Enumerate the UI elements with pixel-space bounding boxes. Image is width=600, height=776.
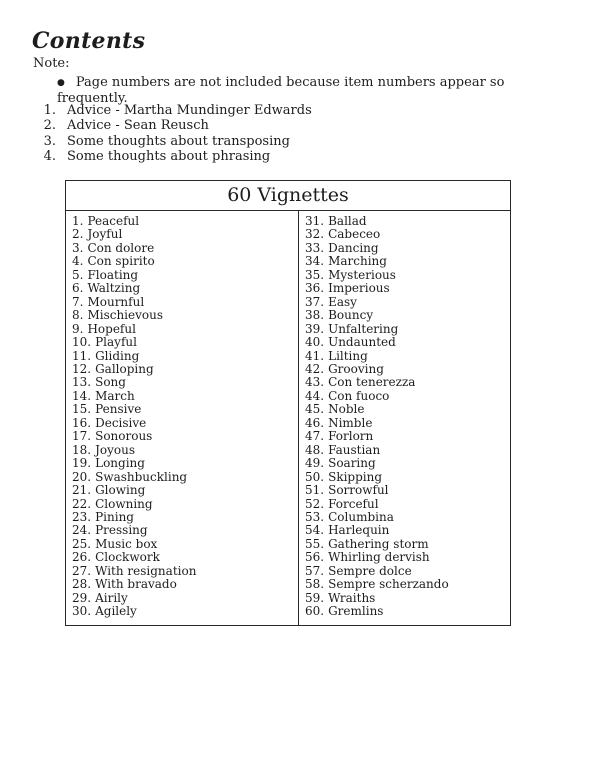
vignette-item-number: 1. xyxy=(72,214,84,228)
vignette-item xyxy=(72,242,292,255)
vignette-item xyxy=(305,255,504,268)
vignette-item-label: Ballad xyxy=(328,214,367,228)
vignette-item-label: Mysterious xyxy=(328,267,396,282)
vignette-item xyxy=(72,228,292,241)
vignette-item xyxy=(72,282,292,295)
vignette-item xyxy=(305,605,504,618)
vignette-item-label: Con tenerezza xyxy=(328,375,416,390)
vignette-item xyxy=(305,524,504,537)
vignette-item xyxy=(72,511,292,524)
toc-item-label: Some thoughts about transposing xyxy=(67,133,290,149)
vignette-item-number: 11. xyxy=(72,348,92,363)
vignette-item-label: Pensive xyxy=(95,402,142,417)
toc-item-label: Some thoughts about phrasing xyxy=(67,149,271,165)
vignette-item-label: Sempre dolce xyxy=(328,563,412,578)
vignette-item xyxy=(72,471,292,484)
vignette-item-number: 31. xyxy=(305,214,325,228)
vignette-item-number: 13. xyxy=(72,375,92,390)
vignette-item xyxy=(72,592,292,605)
vignette-item-number: 28. xyxy=(72,577,92,592)
vignette-item-label: Sorrowful xyxy=(328,483,389,498)
vignette-item xyxy=(305,511,504,524)
vignette-item-label: Waltzing xyxy=(87,281,141,296)
vignette-item xyxy=(305,471,504,484)
vignettes-table xyxy=(65,180,511,626)
vignette-item-number: 35. xyxy=(305,267,325,282)
vignette-item-label: With bravado xyxy=(95,577,177,592)
vignette-item-number: 33. xyxy=(305,240,325,255)
vignette-item-number: 30. xyxy=(72,604,92,619)
vignette-item-label: Forlorn xyxy=(328,429,374,444)
vignette-item-number: 53. xyxy=(305,509,325,524)
vignette-item xyxy=(305,444,504,457)
bullet-icon: ● xyxy=(57,78,65,88)
vignette-item-label: Dancing xyxy=(328,240,379,255)
vignette-item-label: Mournful xyxy=(87,294,145,309)
vignette-item-label: Sempre scherzando xyxy=(328,577,449,592)
vignette-item-label: Con fuoco xyxy=(328,388,390,403)
vignette-item-number: 8. xyxy=(72,308,84,323)
vignette-item-label: Gliding xyxy=(95,348,140,363)
vignette-item-label: Harlequin xyxy=(328,523,390,538)
vignette-item-label: Joyful xyxy=(87,227,123,242)
vignette-item xyxy=(305,309,504,322)
vignette-item-label: Easy xyxy=(328,294,357,309)
vignettes-column-right xyxy=(299,211,510,625)
vignette-item xyxy=(305,269,504,282)
vignette-item-label: March xyxy=(95,388,135,403)
vignette-item-number: 34. xyxy=(305,254,325,269)
vignette-item-label: Glowing xyxy=(95,483,146,498)
vignette-item xyxy=(72,336,292,349)
vignette-item-number: 60. xyxy=(305,604,325,619)
vignette-item-number: 48. xyxy=(305,442,325,457)
vignette-item xyxy=(305,282,504,295)
vignette-item xyxy=(72,323,292,336)
vignette-item-number: 50. xyxy=(305,469,325,484)
vignette-item-label: Grooving xyxy=(328,361,384,376)
vignette-item-number: 9. xyxy=(72,321,84,336)
vignette-item-number: 21. xyxy=(72,483,92,498)
vignette-item-label: Agilely xyxy=(95,604,137,619)
vignette-item-number: 51. xyxy=(305,483,325,498)
vignette-item-label: Airily xyxy=(95,590,128,605)
vignette-item xyxy=(72,296,292,309)
vignette-item-number: 49. xyxy=(305,456,325,471)
vignette-item-label: Longing xyxy=(95,456,145,471)
vignette-item xyxy=(72,538,292,551)
vignette-item-number: 2. xyxy=(72,227,84,242)
vignette-item-number: 16. xyxy=(72,415,92,430)
vignette-item-label: Joyous xyxy=(95,442,136,457)
vignette-item xyxy=(305,430,504,443)
vignettes-table-title: 60 Vignettes xyxy=(66,181,510,211)
vignette-item-number: 38. xyxy=(305,308,325,323)
vignette-item-label: Bouncy xyxy=(328,308,374,323)
vignette-item xyxy=(305,215,504,228)
vignette-item-label: Sonorous xyxy=(95,429,153,444)
page-title: Contents xyxy=(32,28,146,54)
vignette-item-number: 23. xyxy=(72,509,92,524)
note-label: Note: xyxy=(33,56,70,71)
vignette-item-label: Con spirito xyxy=(87,254,155,269)
vignette-item xyxy=(305,336,504,349)
vignette-item-number: 37. xyxy=(305,294,325,309)
vignette-item xyxy=(305,403,504,416)
vignette-item-number: 14. xyxy=(72,388,92,403)
vignette-item xyxy=(305,484,504,497)
vignette-item xyxy=(72,269,292,282)
vignette-item xyxy=(305,565,504,578)
vignette-item xyxy=(72,498,292,511)
vignette-item-label: Playful xyxy=(95,335,137,350)
vignette-item xyxy=(72,350,292,363)
vignette-item-number: 39. xyxy=(305,321,325,336)
vignette-item xyxy=(72,309,292,322)
vignette-item-label: Skipping xyxy=(328,469,383,484)
vignette-item-label: Unfaltering xyxy=(328,321,399,336)
vignette-item xyxy=(305,498,504,511)
toc-item-label: Advice - Sean Reusch xyxy=(67,118,209,134)
vignette-item-number: 6. xyxy=(72,281,84,296)
vignette-item-number: 58. xyxy=(305,577,325,592)
toc-list xyxy=(40,103,312,165)
vignette-item xyxy=(72,390,292,403)
vignette-item xyxy=(72,417,292,430)
vignette-item xyxy=(72,484,292,497)
vignette-item-number: 32. xyxy=(305,227,325,242)
vignette-item xyxy=(305,457,504,470)
toc-item-number: 2. xyxy=(43,118,56,134)
vignette-item xyxy=(305,376,504,389)
vignette-item-number: 26. xyxy=(72,550,92,565)
vignette-item-number: 29. xyxy=(72,590,92,605)
vignette-item-label: Whirling dervish xyxy=(328,550,430,565)
vignette-item-number: 17. xyxy=(72,429,92,444)
vignette-item-label: Swashbuckling xyxy=(95,469,188,484)
vignette-item-number: 22. xyxy=(72,496,92,511)
toc-item-number: 3. xyxy=(43,133,56,149)
note-bullet-item xyxy=(57,75,567,106)
vignette-item-number: 20. xyxy=(72,469,92,484)
vignette-item-label: Forceful xyxy=(328,496,379,511)
toc-item xyxy=(40,118,312,133)
vignette-item-label: Music box xyxy=(95,536,158,551)
vignette-item xyxy=(305,296,504,309)
vignette-item-label: Nimble xyxy=(328,415,373,430)
vignette-item xyxy=(305,592,504,605)
vignette-item xyxy=(72,565,292,578)
vignette-item-label: Cabeceo xyxy=(328,227,381,242)
vignette-item-number: 19. xyxy=(72,456,92,471)
vignette-item-number: 36. xyxy=(305,281,325,296)
vignette-item-number: 42. xyxy=(305,361,325,376)
vignette-item-number: 24. xyxy=(72,523,92,538)
vignette-item-label: Con dolore xyxy=(87,240,155,255)
vignette-item xyxy=(72,551,292,564)
vignette-item-label: Pressing xyxy=(95,523,148,538)
toc-item-number: 4. xyxy=(43,149,56,165)
vignette-item-label: Pining xyxy=(95,509,134,524)
vignette-item-label: Undaunted xyxy=(328,335,396,350)
vignette-item xyxy=(305,578,504,591)
vignette-item-number: 4. xyxy=(72,254,84,269)
vignette-item-number: 46. xyxy=(305,415,325,430)
vignette-item-number: 7. xyxy=(72,294,84,309)
vignette-item-label: With resignation xyxy=(95,563,197,578)
vignette-item xyxy=(72,403,292,416)
vignette-item-number: 55. xyxy=(305,536,325,551)
vignette-item-label: Song xyxy=(95,375,126,390)
toc-item-number: 1. xyxy=(43,103,56,118)
vignette-item-number: 52. xyxy=(305,496,325,511)
vignette-item-number: 3. xyxy=(72,240,84,255)
vignette-item-number: 44. xyxy=(305,388,325,403)
vignette-item xyxy=(305,538,504,551)
vignette-item-label: Hopeful xyxy=(87,321,136,336)
vignette-item xyxy=(305,551,504,564)
vignette-item xyxy=(305,390,504,403)
vignette-item-label: Decisive xyxy=(95,415,147,430)
note-bullet-text: Page numbers are not included because item numbers appear so frequently. xyxy=(57,75,505,106)
vignette-item-label: Soaring xyxy=(328,456,376,471)
vignette-item-number: 25. xyxy=(72,536,92,551)
vignette-item-label: Clowning xyxy=(95,496,153,511)
vignette-item xyxy=(72,430,292,443)
vignette-item-number: 43. xyxy=(305,375,325,390)
vignette-item xyxy=(72,215,292,228)
toc-item xyxy=(40,149,312,164)
vignette-item-number: 12. xyxy=(72,361,92,376)
toc-item-label: Advice - Martha Mundinger Edwards xyxy=(67,103,312,118)
vignette-item xyxy=(305,228,504,241)
vignette-item xyxy=(72,457,292,470)
vignette-item-label: Gathering storm xyxy=(328,536,429,551)
toc-item xyxy=(40,134,312,149)
vignette-item xyxy=(72,444,292,457)
vignette-item-label: Galloping xyxy=(95,361,154,376)
vignette-item-number: 40. xyxy=(305,335,325,350)
vignette-item-number: 45. xyxy=(305,402,325,417)
vignette-item-label: Columbina xyxy=(328,509,394,524)
vignette-item-label: Imperious xyxy=(328,281,390,296)
vignette-item-label: Wraiths xyxy=(328,590,376,605)
vignette-item-label: Lilting xyxy=(328,348,368,363)
vignette-item-number: 15. xyxy=(72,402,92,417)
vignette-item-label: Floating xyxy=(87,267,139,282)
vignette-item-number: 47. xyxy=(305,429,325,444)
vignette-item-number: 59. xyxy=(305,590,325,605)
vignette-item-label: Peaceful xyxy=(87,214,140,228)
vignette-item-label: Clockwork xyxy=(95,550,160,565)
vignette-item xyxy=(72,255,292,268)
vignette-item-number: 54. xyxy=(305,523,325,538)
vignette-item-label: Marching xyxy=(328,254,387,269)
vignette-item xyxy=(72,578,292,591)
vignette-item-number: 41. xyxy=(305,348,325,363)
vignette-item xyxy=(305,363,504,376)
vignette-item-label: Mischievous xyxy=(87,308,164,323)
vignette-item-label: Faustian xyxy=(328,442,381,457)
vignettes-column-left xyxy=(66,211,299,625)
toc-item xyxy=(40,103,312,118)
vignette-item xyxy=(305,242,504,255)
vignette-item-label: Noble xyxy=(328,402,365,417)
vignette-item xyxy=(305,350,504,363)
vignettes-table-body xyxy=(66,211,510,625)
vignette-item-number: 27. xyxy=(72,563,92,578)
vignette-item-number: 56. xyxy=(305,550,325,565)
vignette-item-number: 10. xyxy=(72,335,92,350)
vignette-item-number: 5. xyxy=(72,267,84,282)
vignette-item-number: 18. xyxy=(72,442,92,457)
vignette-item xyxy=(305,323,504,336)
vignette-item xyxy=(72,605,292,618)
vignette-item-label: Gremlins xyxy=(328,604,384,619)
vignette-item-number: 57. xyxy=(305,563,325,578)
vignette-item xyxy=(72,363,292,376)
vignette-item xyxy=(305,417,504,430)
vignette-item xyxy=(72,524,292,537)
vignette-item xyxy=(72,376,292,389)
